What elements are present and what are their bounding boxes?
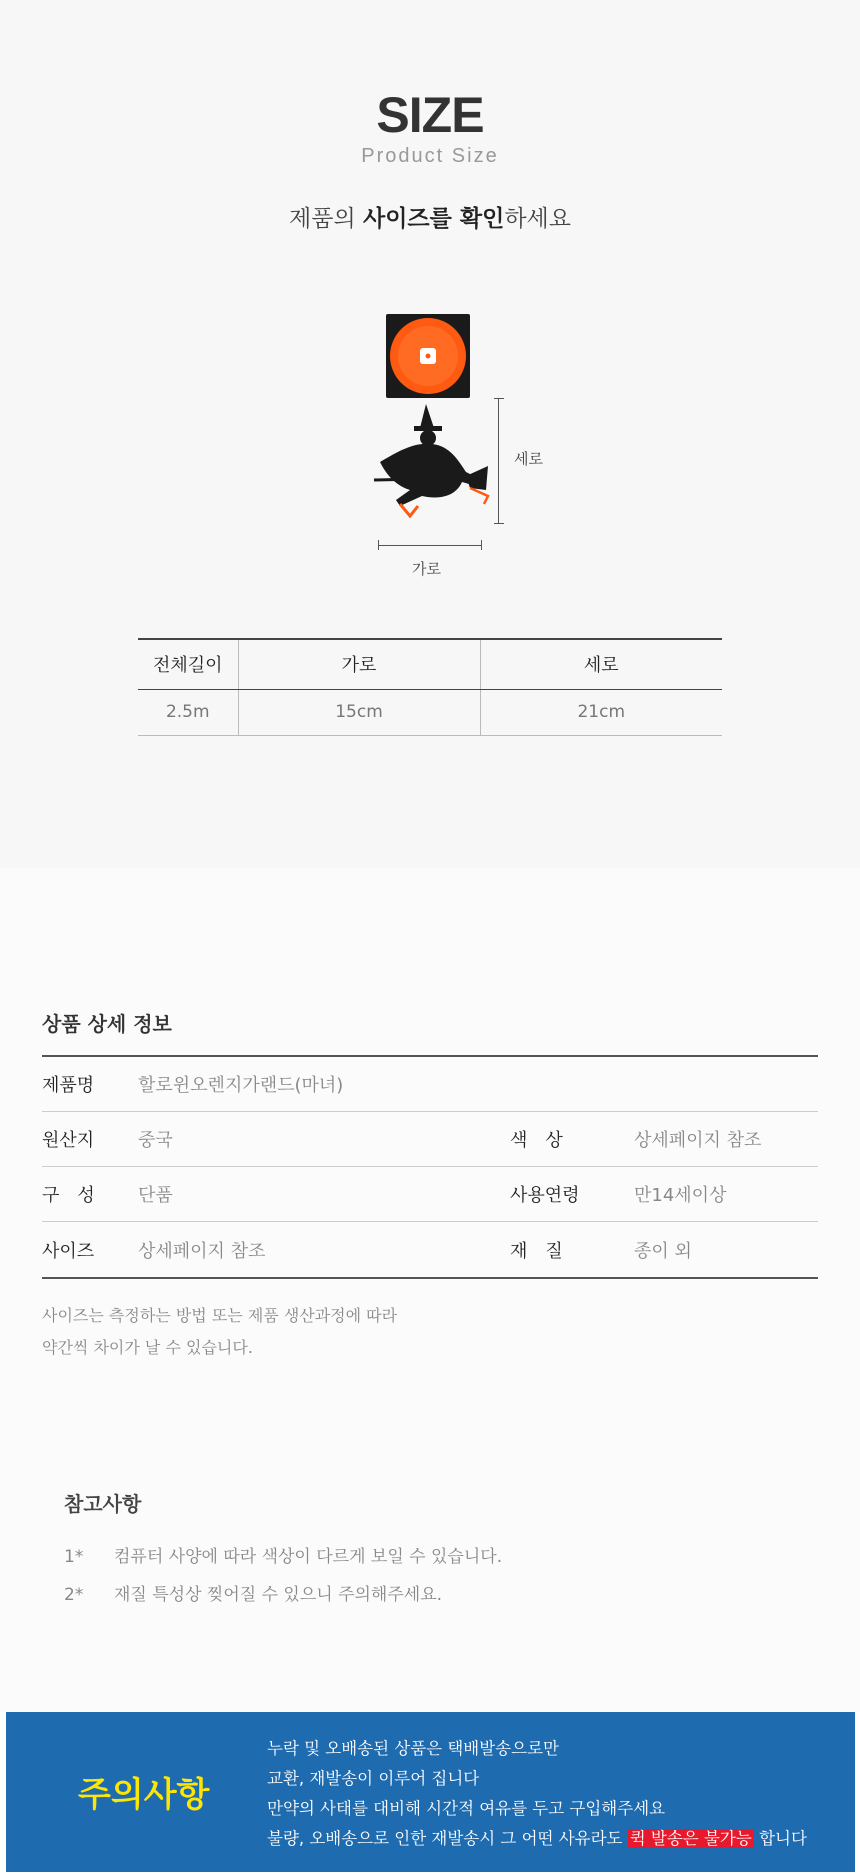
size-disclaimer xyxy=(42,1300,642,1364)
detail-value: 중국 xyxy=(138,1130,173,1151)
desc-bold: 사이즈를 확인 xyxy=(362,206,505,232)
height-label: 세로 xyxy=(514,450,543,468)
detail-key: 구 성 xyxy=(42,1185,95,1206)
reference-title: 참고사항 xyxy=(64,1492,142,1516)
detail-value: 상세페이지 참조 xyxy=(634,1130,762,1151)
detail-value: 단품 xyxy=(138,1185,173,1206)
detail-section xyxy=(0,868,860,1712)
size-table-row xyxy=(138,689,722,735)
caution-banner xyxy=(6,1712,855,1872)
cell-width: 15cm xyxy=(238,689,480,735)
detail-key: 제품명 xyxy=(42,1075,95,1096)
size-description xyxy=(0,200,860,233)
detail-value: 종이 외 xyxy=(634,1240,692,1262)
caution-line xyxy=(267,1824,807,1854)
caution-line: 만약의 사태를 대비해 시간적 여유를 두고 구입해주세요 xyxy=(267,1799,666,1818)
desc-suffix: 하세요 xyxy=(504,206,571,232)
caution-title: 주의사항 xyxy=(78,1775,210,1815)
reference-item xyxy=(64,1580,442,1605)
detail-value: 만14세이상 xyxy=(634,1185,727,1206)
reference-number: 2* xyxy=(64,1585,84,1605)
detail-key: 사이즈 xyxy=(42,1240,95,1262)
caution-line-suffix: 합니다 xyxy=(753,1829,807,1848)
caution-text xyxy=(267,1734,807,1854)
detail-key: 색 상 xyxy=(510,1130,563,1151)
size-table xyxy=(138,638,722,736)
detail-row xyxy=(42,1057,818,1112)
disclaimer-line: 사이즈는 측정하는 방법 또는 제품 생산과정에 따라 xyxy=(42,1306,398,1325)
reference-item xyxy=(64,1542,502,1567)
detail-row xyxy=(42,1112,818,1167)
header-total-length: 전체길이 xyxy=(138,639,238,689)
header-height: 세로 xyxy=(480,639,722,689)
height-dimension-line xyxy=(494,398,504,524)
detail-key: 사용연령 xyxy=(510,1185,580,1206)
size-title: SIZE xyxy=(376,87,484,143)
detail-row xyxy=(42,1167,818,1222)
size-table-header xyxy=(138,639,722,689)
caution-line: 누락 및 오배송된 상품은 택배발송으로만 xyxy=(267,1739,559,1758)
desc-prefix: 제품의 xyxy=(289,206,363,232)
cell-height: 21cm xyxy=(480,689,722,735)
disclaimer-line: 약간씩 차이가 날 수 있습니다. xyxy=(42,1338,253,1357)
detail-row xyxy=(42,1222,818,1277)
detail-title: 상품 상세 정보 xyxy=(42,1012,172,1036)
detail-value: 할로윈오렌지가랜드(마녀) xyxy=(138,1075,344,1096)
cell-total-length: 2.5m xyxy=(138,689,238,735)
quick-delivery-warning: 퀵 발송은 불가능 xyxy=(629,1829,752,1848)
size-subtitle: Product Size xyxy=(361,145,499,167)
width-dimension-line xyxy=(378,540,482,550)
product-image xyxy=(370,310,490,530)
detail-table xyxy=(42,1055,818,1279)
reference-text: 컴퓨터 사양에 따라 색상이 다르게 보일 수 있습니다. xyxy=(114,1547,503,1567)
width-label: 가로 xyxy=(412,560,441,578)
caution-line: 교환, 재발송이 이루어 집니다 xyxy=(267,1769,480,1788)
header-width: 가로 xyxy=(238,639,480,689)
size-section xyxy=(0,0,860,868)
detail-value: 상세페이지 참조 xyxy=(138,1240,266,1262)
reference-text: 재질 특성상 찢어질 수 있으니 주의해주세요. xyxy=(114,1585,443,1605)
detail-key: 원산지 xyxy=(42,1130,95,1151)
caution-line-prefix: 불량, 오배송으로 인한 재발송시 그 어떤 사유라도 xyxy=(267,1829,628,1848)
reference-number: 1* xyxy=(64,1547,84,1567)
detail-key: 재 질 xyxy=(510,1240,563,1262)
